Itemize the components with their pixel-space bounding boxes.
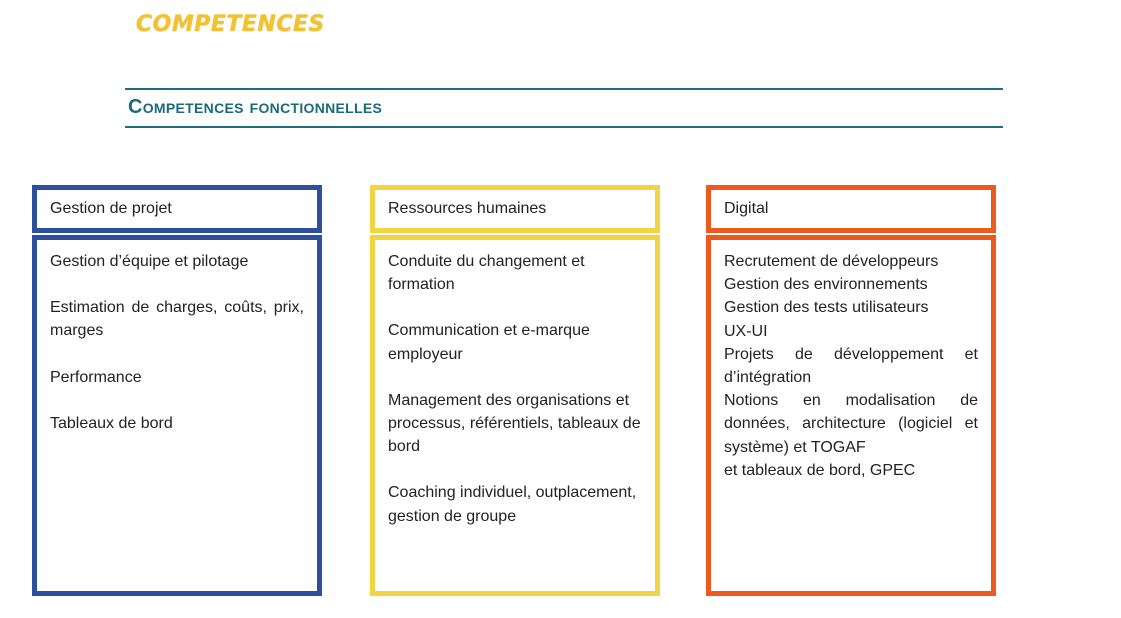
heading-rule-top: [125, 88, 1003, 90]
competence-item: et tableaux de bord, GPEC: [724, 461, 916, 479]
column-body-box: [32, 235, 322, 596]
document-title: COMPETENCES: [136, 12, 325, 37]
competence-item: UX-UI: [724, 322, 768, 340]
column-header: Ressources humaines: [388, 200, 547, 217]
column-header: Gestion de projet: [50, 200, 172, 217]
competence-list: [388, 250, 642, 551]
competence-item: Estimation de charges, coûts, prix, marges: [50, 299, 304, 340]
competence-item: Gestion des environnements: [724, 276, 928, 294]
column-body-box: [706, 235, 996, 596]
competence-item: Gestion des tests utilisateurs: [724, 299, 929, 317]
competence-item: Communication et e-marque employeur: [388, 322, 590, 363]
competence-item: Coaching individuel, outplacement, gestion de groupe: [388, 484, 637, 525]
competence-item: Performance: [50, 368, 142, 386]
column-header-box: [706, 185, 996, 233]
column-header-box: [32, 185, 322, 233]
competence-item: Management des organisations et processus, référentiels, tableaux de bord: [388, 391, 641, 456]
competence-item: Projets de développement et d’intégration: [724, 345, 978, 387]
competence-item: Tableaux de bord: [50, 414, 173, 432]
column-header: Digital: [724, 200, 769, 217]
competence-item: Recrutement de développeurs: [724, 253, 939, 270]
competence-item: Conduite du changement et formation: [388, 253, 585, 294]
column-header-box: [370, 185, 660, 233]
column-body-box: [370, 235, 660, 596]
competence-list: [50, 250, 304, 458]
competence-item: Notions en modalisation de données, architecture (logiciel et système) et TOGAF: [724, 392, 978, 456]
heading-rule-bottom: [125, 126, 1003, 128]
competence-item: Gestion d’équipe et pilotage: [50, 253, 249, 270]
section-heading: Competences fonctionnelles: [128, 96, 383, 118]
competence-list: [724, 250, 978, 482]
